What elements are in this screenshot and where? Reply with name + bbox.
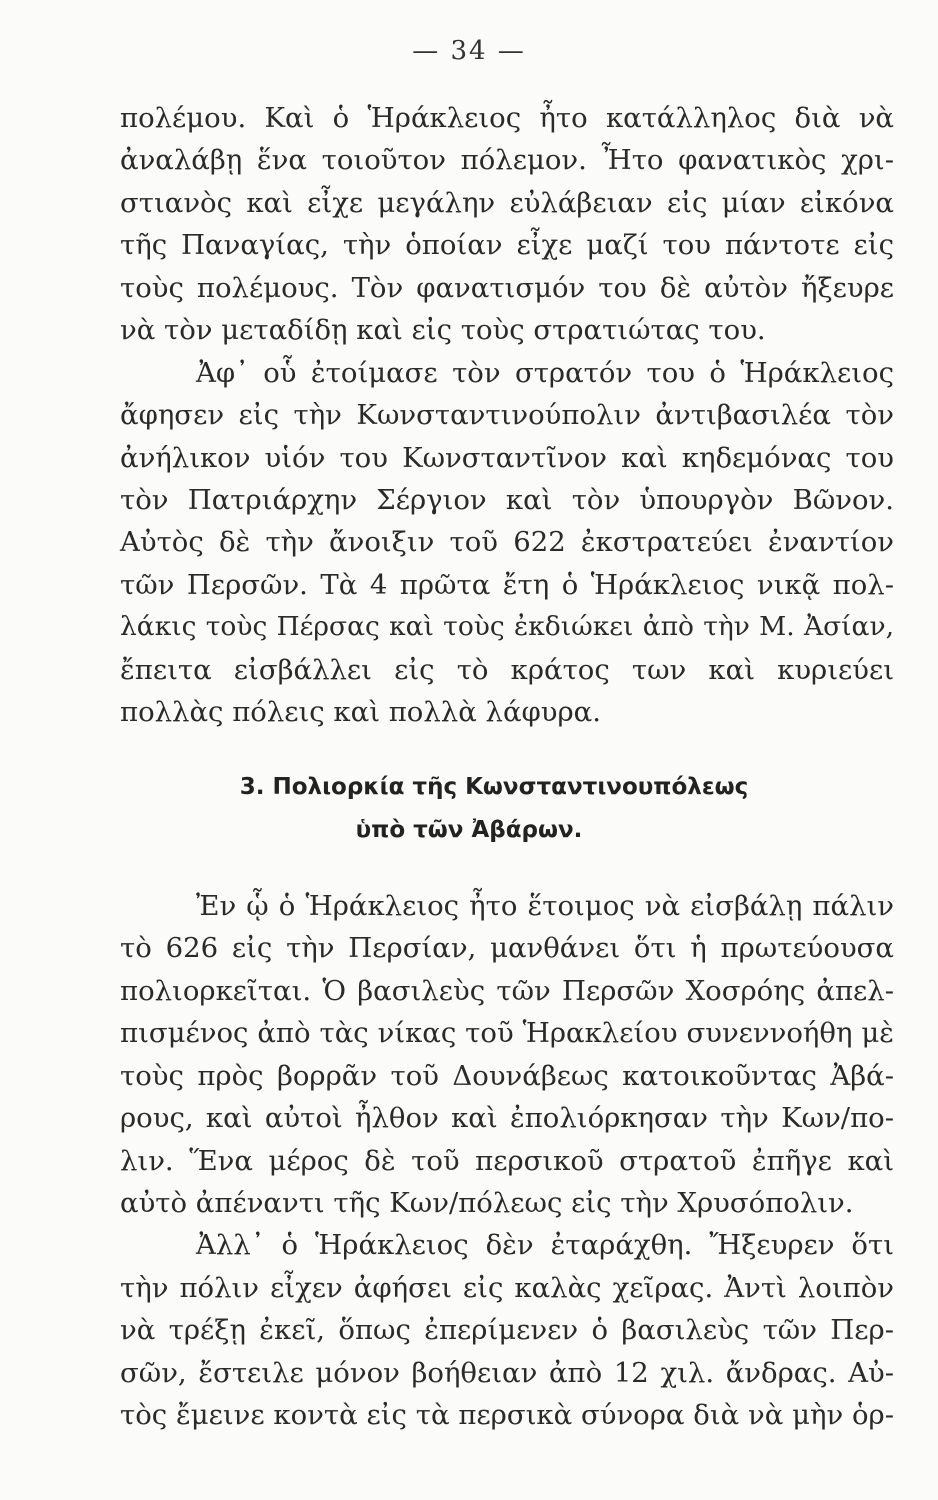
text-line: τὸς ἔμεινε κοντὰ εἰς τὰ περσικὰ σύνορα διὰ νὰ μὴν ὁρ-	[120, 1399, 894, 1431]
text-line: στιανὸς καὶ εἶχε μεγάλην εὐλάβειαν εἰς μίαν εἰκόνα	[120, 187, 894, 219]
text-line: ρους, καὶ αὐτοὶ ἦλθον καὶ ἐπολιόρκησαν τὴν Κων/πο-	[120, 1102, 894, 1134]
section-heading-continued: ὑπὸ τῶν Ἀβάρων.	[355, 817, 583, 843]
text-line: τοὺς πολέμους. Τὸν φανατισμόν του δὲ αὐτὸν ἤξευρε	[120, 272, 894, 304]
text-line: πολιορκεῖται. Ὁ βασιλεὺς τῶν Περσῶν Χοσρόης ἀπελ-	[120, 975, 894, 1007]
text-line: τῶν Περσῶν. Τὰ 4 πρῶτα ἔτη ὁ Ἡράκλειος νικᾷ πολ-	[120, 569, 894, 601]
text-line: νὰ τρέξῃ ἐκεῖ, ὅπως ἐπερίμενεν ὁ βασιλεὺς τῶν Περ-	[120, 1314, 894, 1346]
text-line: ἄφησεν εἰς τὴν Κωνσταντινούπολιν ἀντιβασιλέα τὸν	[120, 399, 894, 431]
text-line: Ἀλλ᾽ ὁ Ἡράκλειος δὲν ἐταράχθη. Ἤξευρεν ὅτι	[196, 1229, 894, 1261]
page-number: — 34 —	[412, 36, 526, 66]
text-line: Ἐν ᾧ ὁ Ἡράκλειος ἦτο ἕτοιμος νὰ εἰσβάλῃ πάλιν	[196, 890, 894, 922]
text-line: λιν. Ἕνα μέρος δὲ τοῦ περσικοῦ στρατοῦ ἐπῆγε καὶ	[120, 1145, 894, 1177]
text-line: ἀνήλικον υἱόν του Κωνσταντῖνον καὶ κηδεμόνας του	[120, 442, 894, 474]
text-line: αὐτὸ ἀπέναντι τῆς Κων/πόλεως εἰς τὴν Χρυσόπολιν.	[120, 1187, 854, 1219]
text-line: νὰ τὸν μεταδίδῃ καὶ εἰς τοὺς στρατιώτας του.	[120, 314, 766, 346]
text-line: πισμένος ἀπὸ τὰς νίκας τοῦ Ἡρακλείου συνεννοήθη μὲ	[120, 1017, 894, 1049]
section-heading: 3. Πολιορκία τῆς Κωνσταντινουπόλεως	[239, 774, 749, 800]
text-line: Ἀφ᾽ οὗ ἐτοίμασε τὸν στρατόν του ὁ Ἡράκλειος	[196, 357, 894, 389]
text-line: πολλὰς πόλεις καὶ πολλὰ λάφυρα.	[120, 696, 601, 728]
text-line: πολέμου. Καὶ ὁ Ἡράκλειος ἦτο κατάλληλος διὰ νὰ	[120, 102, 894, 134]
text-line: τῆς Παναγίας, τὴν ὁποίαν εἶχε μαζί του πάντοτε εἰς	[120, 229, 894, 261]
text-line: τὸν Πατριάρχην Σέργιον καὶ τὸν ὑπουργὸν Βῶνον.	[120, 484, 894, 516]
text-line: τὴν πόλιν εἶχεν ἀφήσει εἰς καλὰς χεῖρας. Ἀντὶ λοιπὸν	[120, 1272, 894, 1304]
text-line: λάκις τοὺς Πέρσας καὶ τοὺς ἐκδιώκει ἀπὸ τὴν Μ. Ἀσίαν,	[120, 611, 894, 642]
text-line: τοὺς πρὸς βορρᾶν τοῦ Δουνάβεως κατοικοῦντας Ἀβά-	[120, 1060, 894, 1092]
text-line: σῶν, ἔστειλε μόνον βοήθειαν ἀπὸ 12 χιλ. ἄνδρας. Αὐ-	[120, 1357, 894, 1389]
text-line: ἔπειτα εἰσβάλλει εἰς τὸ κράτος των καὶ κυριεύει	[120, 654, 894, 686]
text-line: ἀναλάβῃ ἕνα τοιοῦτον πόλεμον. Ἦτο φανατικὸς χρι-	[120, 144, 894, 176]
text-line: τὸ 626 εἰς τὴν Περσίαν, μανθάνει ὅτι ἡ πρωτεύουσα	[120, 932, 894, 964]
text-line: Αὐτὸς δὲ τὴν ἄνοιξιν τοῦ 622 ἐκστρατεύει ἐναντίον	[120, 526, 894, 558]
